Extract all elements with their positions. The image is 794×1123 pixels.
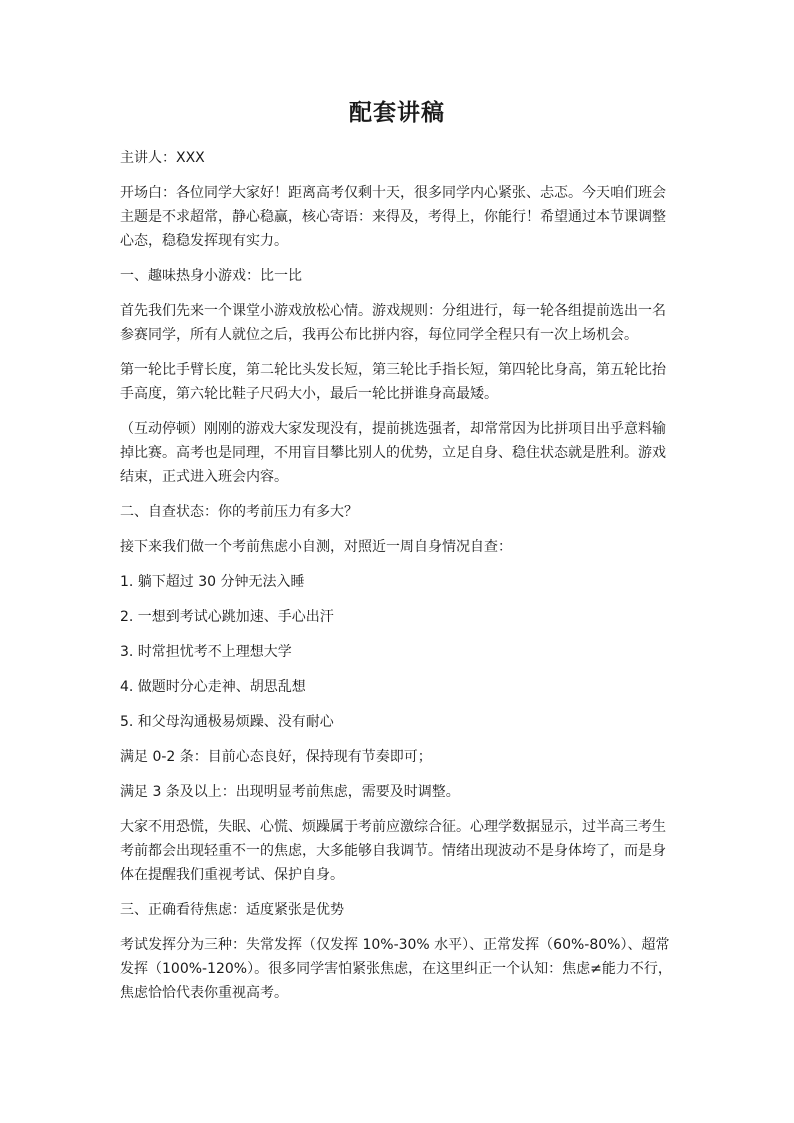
anxiety-explanation-paragraph: 大家不用恐慌，失眠、心慌、烦躁属于考前应激综合征。心理学数据显示，过半高三考生考前都会出现轻重不一的焦虑，大多能够自我调节。情绪出现波动不是身体垮了，而是身体在提醒我们重视考试、保护自身。 <box>120 819 666 883</box>
document-title: 配套讲稿 <box>349 100 445 126</box>
game-rounds-paragraph: 第一轮比手臂长度，第二轮比头发长短，第三轮比手指长短，第四轮比身高，第五轮比抬手高度，第六轮比鞋子尺码大小，最后一轮比拼谁身高最矮。 <box>120 362 666 402</box>
performance-paragraph: 考试发挥分为三种：失常发挥（仅发挥 10%-30% 水平）、正常发挥（60%-80%）、超常发挥（100%-120%）。很多同学害怕紧张焦虑，在这里纠正一个认知：焦虑≠能力不行，焦虑恰恰代表你重视高考。 <box>120 937 672 1001</box>
game-rules-paragraph: 首先我们先来一个课堂小游戏放松心情。游戏规则：分组进行，每一轮各组提前选出一名参赛同学，所有人就位之后，我再公布比拼内容，每位同学全程只有一次上场机会。 <box>120 303 666 343</box>
checklist-item-4: 4. 做题时分心走神、胡思乱想 <box>120 679 306 695</box>
game-summary-paragraph: （互动停顿）刚刚的游戏大家发现没有，提前挑选强者，却常常因为比拼项目出乎意料输掉比赛。高考也是同理，不用盲目攀比别人的优势，立足自身、稳住状态就是胜利。游戏结束，正式进入班会内容。 <box>120 421 666 485</box>
checklist-item-5: 5. 和父母沟通极易烦躁、没有耐心 <box>120 714 334 730</box>
speaker-line: 主讲人：XXX <box>120 150 205 166</box>
self-test-intro: 接下来我们做一个考前焦虑小自测，对照近一周自身情况自查： <box>120 539 512 555</box>
checklist-item-2: 2. 一想到考试心跳加速、手心出汗 <box>120 609 334 625</box>
document-body <box>120 146 672 1016</box>
result-high: 满足 3 条及以上：出现明显考前焦虑，需要及时调整。 <box>120 784 460 800</box>
section-heading-3: 三、正确看待焦虑：适度紧张是优势 <box>120 902 344 918</box>
opening-paragraph: 开场白：各位同学大家好！距离高考仅剩十天，很多同学内心紧张、忐忑。今天咱们班会主题是不求超常，静心稳赢，核心寄语：来得及，考得上，你能行！希望通过本节课调整心态，稳稳发挥现有实力。 <box>120 185 666 249</box>
result-low: 满足 0-2 条：目前心态良好，保持现有节奏即可； <box>120 749 432 765</box>
section-heading-2: 二、自查状态：你的考前压力有多大？ <box>120 504 358 520</box>
checklist-item-3: 3. 时常担忧考不上理想大学 <box>120 644 292 660</box>
checklist-item-1: 1. 躺下超过 30 分钟无法入睡 <box>120 574 305 590</box>
section-heading-1: 一、趣味热身小游戏：比一比 <box>120 268 302 284</box>
